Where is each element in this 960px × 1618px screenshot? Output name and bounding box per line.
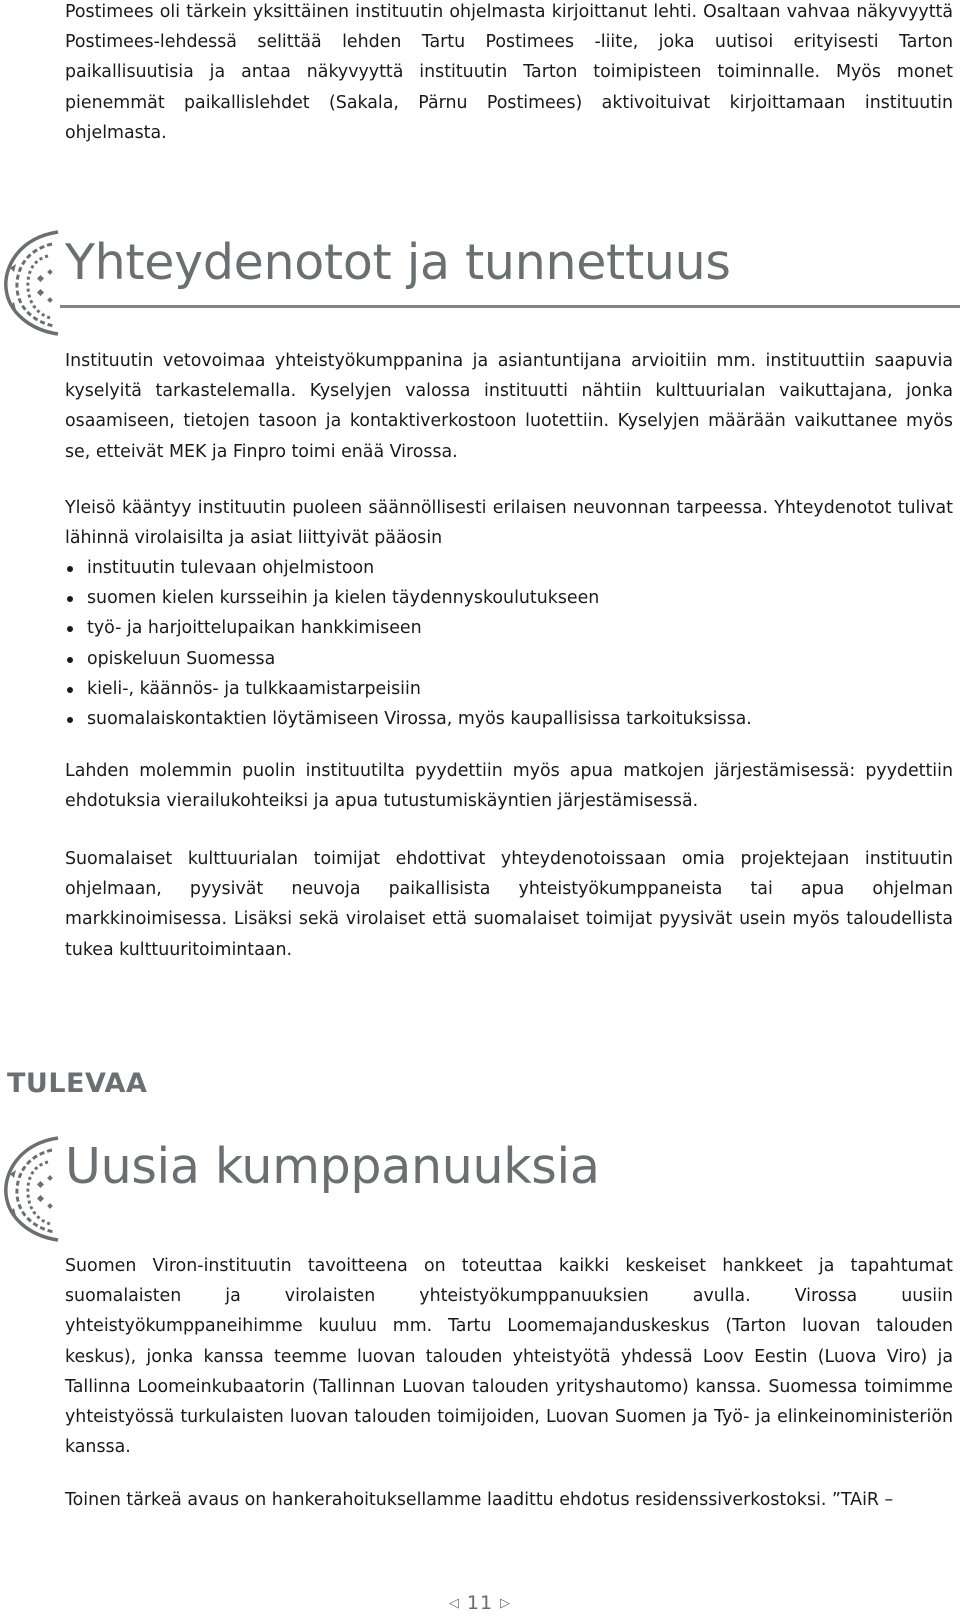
triangle-left-icon: ◁ [448,1596,460,1611]
section1-paragraph-4: Suomalaiset kulttuurialan toimijat ehdottivat yhteydenotoissaan omia projektejaan instituutin ohjelmaan, pyysivät neuvoja paikallisista yhteistyökumppaneista tai apua ohjelman markkinoimisessa. Lisäksi sekä virolaiset että suomalaiset toimijat pyysivät usein myös taloudellista tukea kulttuuritoimintaan. [65,849,953,960]
section2-paragraph-1: Suomen Viron-instituutin tavoitteena on toteuttaa kaikki keskeiset hankkeet ja tapahtumat suomalaisten ja virolaisten yhteistyökumppanuuksien avulla. Virossa uusiin yhteistyökumppaneihimme kuuluu mm. Tartu Loomemajanduskeskus (Tarton luovan talouden keskus), jonka kanssa teemme luovan talouden yhteistyötä yhdessä Loov Eestin (Luova Viro) ja Tallinna Loomeinkubaatorin (Tallinnan Luovan talouden yrityshautomo) kanssa. Suomessa toimimme yhteistyössä turkulaisten luovan talouden toimijoiden, Luovan Suomen ja Työ- ja elinkeinoministeriön kanssa. [65,1256,953,1458]
section-kicker-tulevaa: TULEVAA [7,1068,148,1099]
section2-paragraph-2: Toinen tärkeä avaus on hankerahoituksellamme laadittu ehdotus residenssiverkostoksi. ”TAiR – [65,1490,894,1510]
section1-paragraph-2: Yleisö kääntyy instituutin puoleen säännöllisesti erilaisen neuvonnan tarpeessa. Yhteydenotot tulivat lähinnä virolaisilta ja asiat liittyivät pääosin [65,498,953,549]
institute-emblem-icon [4,228,60,336]
list-item: instituutin tulevaan ohjelmistoon [65,553,752,583]
inquiry-topics-list [65,553,752,734]
section1-paragraph-1: Instituutin vetovoimaa yhteistyökumppanina ja asiantuntijana arvioitiin mm. instituuttiin saapuvia kyselyitä tarkastelemalla. Kyselyjen valossa instituutti nähtiin kulttuurialan vaikuttajana, jonka osaamiseen, tietojen tasoon ja kontaktiverkostoon luotettiin. Kyselyjen määrään vaikuttanee myös se, etteivät MEK ja Finpro toimi enää Virossa. [65,351,953,462]
intro-paragraph: Postimees oli tärkein yksittäinen instituutin ohjelmasta kirjoittanut lehti. Osaltaan vahvaa näkyvyyttä Postimees-lehdessä selittää lehden Tartu Postimees -liite, joka uutisoi erityisesti Tarton paikallisuutisia ja antaa näkyvyyttä instituutin Tarton toimipisteen toiminnalle. Myös monet pienemmät paikallislehdet (Sakala, Pärnu Postimees) aktivoituivat kirjoittamaan instituutin ohjelmasta. [65,2,953,143]
list-item: työ- ja harjoittelupaikan hankkimiseen [65,613,752,643]
institute-emblem-icon [4,1134,60,1242]
list-item: suomen kielen kursseihin ja kielen täydennyskoulutukseen [65,583,752,613]
list-item: opiskeluun Suomessa [65,644,752,674]
section-heading-uusia-kumppanuuksia: Uusia kumppanuuksia [65,1138,600,1195]
section1-paragraph-3: Lahden molemmin puolin instituutilta pyydettiin myös apua matkojen järjestämisessä: pyydettiin ehdotuksia vierailukohteiksi ja apua tutustumiskäyntien järjestämisessä. [65,761,953,812]
page-number-value: 11 [466,1592,494,1614]
section-divider [60,305,960,308]
triangle-right-icon: ▷ [500,1596,512,1611]
list-item: suomalaiskontaktien löytämiseen Virossa, myös kaupallisissa tarkoituksissa. [65,704,752,734]
section-heading-yhteydenotot: Yhteydenotot ja tunnettuus [65,234,731,291]
list-item: kieli-, käännös- ja tulkkaamistarpeisiin [65,674,752,704]
page-number [0,1592,960,1614]
